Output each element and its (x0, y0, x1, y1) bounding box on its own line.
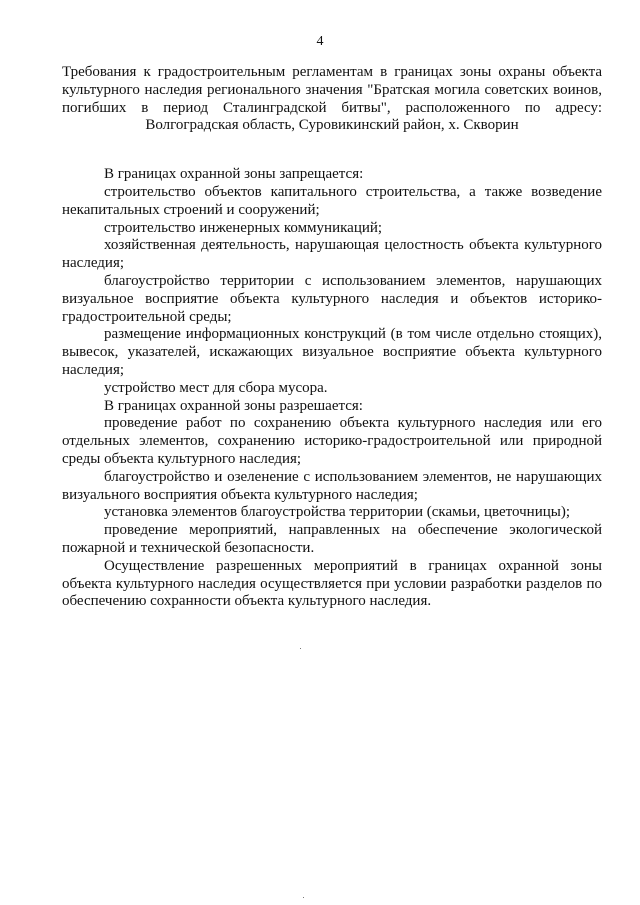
paragraph-conditions: Осуществление разрешенных мероприятий в границах охранной зоны объекта культурного наследия осуществляется при условии разработки разделов по обеспечению сохранности объекта культурного наследия. (62, 557, 602, 610)
page-number: 4 (316, 34, 324, 49)
document-body (62, 64, 602, 611)
paragraph-permitted-landscaping: благоустройство и озеленение с использованием элементов, не нарушающих визуального восприятия объекта культурного наследия; (62, 468, 602, 503)
paragraph-prohibited-signage: размещение информационных конструкций (в том числе отдельно стоящих), вывесок, указателей, искажающих визуальное восприятие объекта культурного наследия; (62, 326, 602, 378)
paragraph-permitted-heading: В границах охранной зоны разрешается: (104, 397, 363, 414)
document-title: Требования к градостроительным регламентам в границах зоны охраны объекта культурного наследия регионального значения "Братская могила советских воинов, погибших в период Сталинградской битвы", расположенного по адресу: Волгоградская область, Суровикинский район, х. Скворин (62, 64, 602, 134)
paragraph-prohibited-capital-construction: строительство объектов капитального строительства, а также возведение некапитальных строений и сооружений; (62, 183, 602, 218)
paragraph-permitted-amenities: установка элементов благоустройства территории (скамьи, цветочницы); (104, 504, 570, 521)
scan-speck (300, 648, 301, 649)
paragraph-permitted-preservation-works: проведение работ по сохранению объекта культурного наследия или его отдельных элементов, сохранению историко-градостроительной или природной среды объекта культурного наследия; (62, 415, 602, 467)
paragraph-prohibited-heading: В границах охранной зоны запрещается: (104, 166, 364, 183)
scan-speck (303, 897, 304, 898)
paragraph-prohibited-utilities: строительство инженерных коммуникаций; (104, 219, 383, 236)
paragraph-prohibited-landscaping: благоустройство территории с использованием элементов, нарушающих визуальное восприятие объекта культурного наследия и объектов историко-градостроительной среды; (62, 272, 602, 325)
paragraph-permitted-safety-measures: проведение мероприятий, направленных на обеспечение экологической пожарной и технической безопасности. (62, 522, 602, 556)
paragraph-prohibited-waste-sites: устройство мест для сбора мусора. (104, 379, 328, 396)
paragraph-prohibited-economic-activity: хозяйственная деятельность, нарушающая целостность объекта культурного наследия; (62, 237, 602, 272)
